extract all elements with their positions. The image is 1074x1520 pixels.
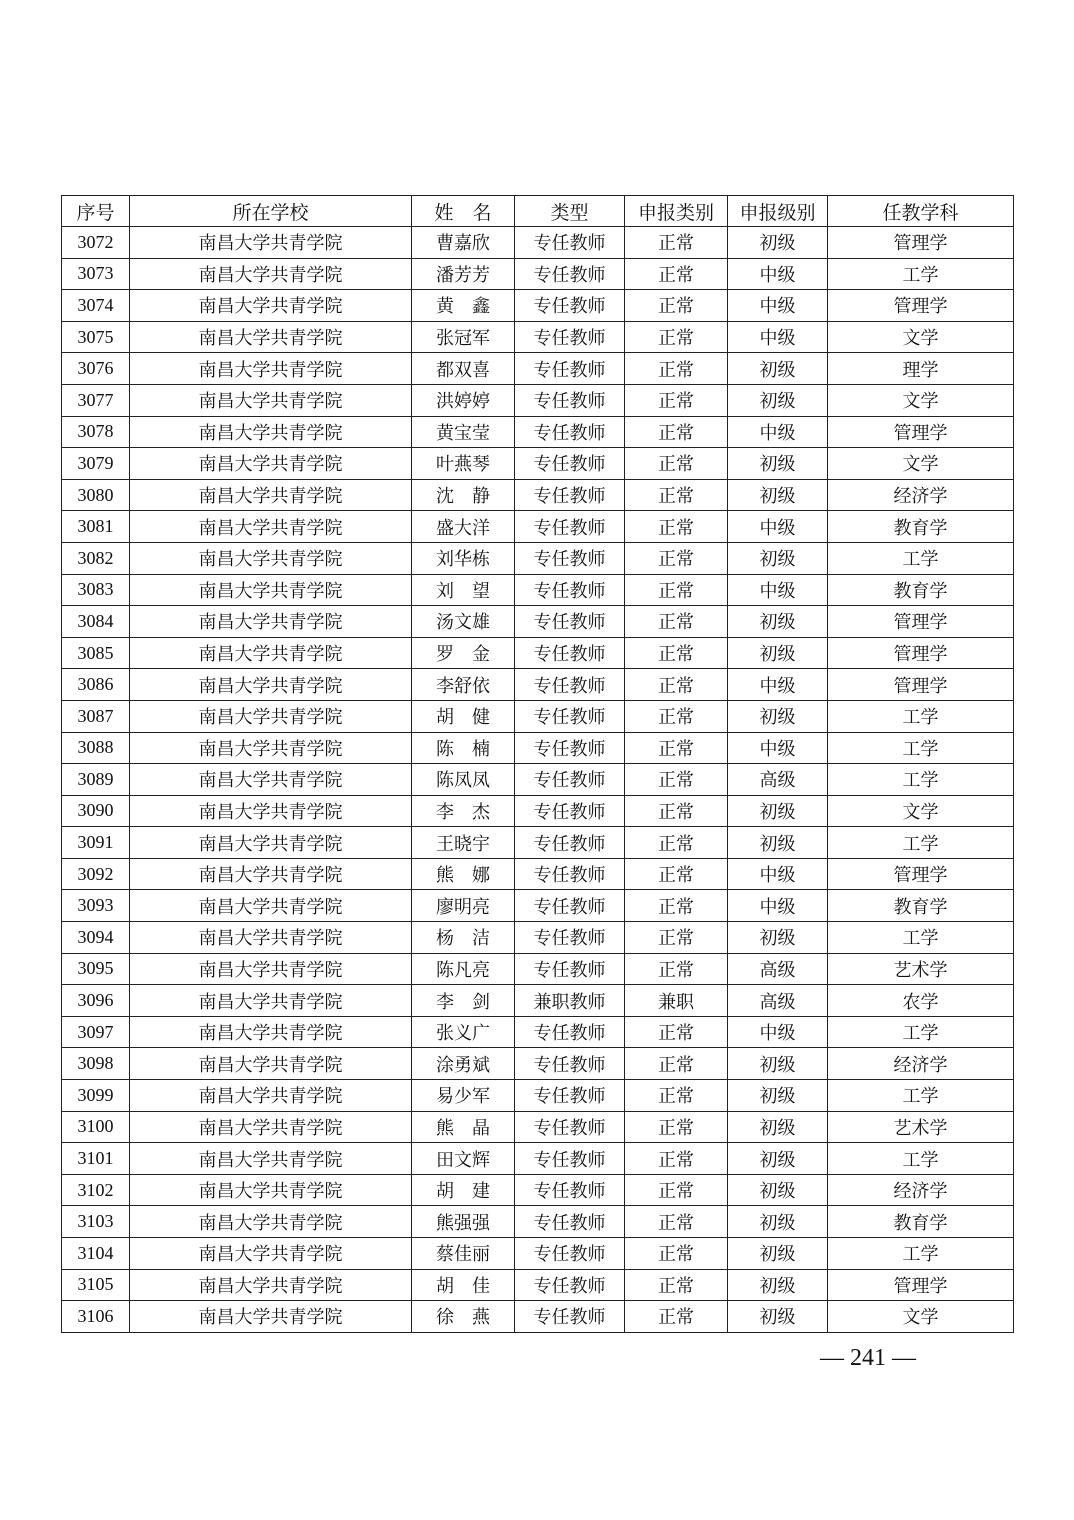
cell-name: 涂勇斌 xyxy=(412,1048,515,1080)
cell-category: 正常 xyxy=(625,1016,728,1048)
table-row xyxy=(62,1206,1014,1238)
cell-category: 正常 xyxy=(625,1301,728,1333)
cell-name: 张义广 xyxy=(412,1016,515,1048)
cell-name: 熊 娜 xyxy=(412,858,515,890)
cell-subject: 理学 xyxy=(828,353,1014,385)
table-row xyxy=(62,384,1014,416)
cell-seq: 3099 xyxy=(62,1080,130,1112)
cell-school: 南昌大学共青学院 xyxy=(130,669,412,701)
cell-level: 初级 xyxy=(728,1143,828,1175)
table-row xyxy=(62,1174,1014,1206)
cell-name: 熊强强 xyxy=(412,1206,515,1238)
cell-level: 中级 xyxy=(728,858,828,890)
cell-level: 中级 xyxy=(728,574,828,606)
cell-seq: 3082 xyxy=(62,542,130,574)
cell-category: 正常 xyxy=(625,1238,728,1270)
header-level: 申报级别 xyxy=(728,196,828,227)
cell-subject: 经济学 xyxy=(828,1174,1014,1206)
cell-level: 初级 xyxy=(728,448,828,480)
cell-category: 正常 xyxy=(625,479,728,511)
cell-school: 南昌大学共青学院 xyxy=(130,384,412,416)
cell-school: 南昌大学共青学院 xyxy=(130,606,412,638)
cell-seq: 3103 xyxy=(62,1206,130,1238)
cell-subject: 文学 xyxy=(828,321,1014,353)
cell-school: 南昌大学共青学院 xyxy=(130,1301,412,1333)
cell-type: 专任教师 xyxy=(515,1174,625,1206)
cell-seq: 3078 xyxy=(62,416,130,448)
applicant-table xyxy=(61,195,1014,1333)
cell-level: 初级 xyxy=(728,700,828,732)
header-type: 类型 xyxy=(515,196,625,227)
cell-category: 正常 xyxy=(625,258,728,290)
cell-school: 南昌大学共青学院 xyxy=(130,1048,412,1080)
cell-school: 南昌大学共青学院 xyxy=(130,858,412,890)
cell-level: 中级 xyxy=(728,511,828,543)
cell-seq: 3075 xyxy=(62,321,130,353)
cell-level: 初级 xyxy=(728,1048,828,1080)
cell-seq: 3094 xyxy=(62,922,130,954)
cell-name: 潘芳芳 xyxy=(412,258,515,290)
cell-category: 正常 xyxy=(625,637,728,669)
cell-seq: 3080 xyxy=(62,479,130,511)
cell-level: 初级 xyxy=(728,353,828,385)
cell-type: 专任教师 xyxy=(515,227,625,259)
cell-subject: 工学 xyxy=(828,827,1014,859)
cell-name: 熊 晶 xyxy=(412,1111,515,1143)
cell-seq: 3087 xyxy=(62,700,130,732)
cell-category: 正常 xyxy=(625,448,728,480)
cell-school: 南昌大学共青学院 xyxy=(130,479,412,511)
cell-type: 专任教师 xyxy=(515,384,625,416)
cell-level: 中级 xyxy=(728,290,828,322)
table-row xyxy=(62,290,1014,322)
cell-subject: 工学 xyxy=(828,1238,1014,1270)
cell-seq: 3098 xyxy=(62,1048,130,1080)
cell-type: 专任教师 xyxy=(515,1048,625,1080)
cell-subject: 工学 xyxy=(828,1016,1014,1048)
table-row xyxy=(62,1269,1014,1301)
cell-type: 专任教师 xyxy=(515,637,625,669)
cell-subject: 管理学 xyxy=(828,669,1014,701)
cell-name: 曹嘉欣 xyxy=(412,227,515,259)
table-header xyxy=(62,196,1014,227)
table-row xyxy=(62,353,1014,385)
cell-category: 正常 xyxy=(625,1080,728,1112)
cell-subject: 教育学 xyxy=(828,890,1014,922)
cell-level: 中级 xyxy=(728,416,828,448)
cell-school: 南昌大学共青学院 xyxy=(130,290,412,322)
cell-type: 专任教师 xyxy=(515,732,625,764)
cell-level: 中级 xyxy=(728,890,828,922)
cell-subject: 农学 xyxy=(828,985,1014,1017)
cell-level: 初级 xyxy=(728,1174,828,1206)
cell-category: 正常 xyxy=(625,511,728,543)
header-name: 姓 名 xyxy=(412,196,515,227)
cell-level: 初级 xyxy=(728,1269,828,1301)
cell-type: 专任教师 xyxy=(515,953,625,985)
cell-category: 正常 xyxy=(625,321,728,353)
table-row xyxy=(62,1048,1014,1080)
cell-category: 正常 xyxy=(625,764,728,796)
cell-school: 南昌大学共青学院 xyxy=(130,1269,412,1301)
cell-seq: 3088 xyxy=(62,732,130,764)
cell-category: 正常 xyxy=(625,1269,728,1301)
cell-seq: 3090 xyxy=(62,795,130,827)
cell-subject: 文学 xyxy=(828,448,1014,480)
cell-level: 初级 xyxy=(728,795,828,827)
cell-subject: 文学 xyxy=(828,795,1014,827)
table-row xyxy=(62,416,1014,448)
cell-seq: 3076 xyxy=(62,353,130,385)
cell-subject: 工学 xyxy=(828,258,1014,290)
cell-name: 李 杰 xyxy=(412,795,515,827)
cell-category: 正常 xyxy=(625,827,728,859)
cell-category: 正常 xyxy=(625,1206,728,1238)
cell-type: 专任教师 xyxy=(515,321,625,353)
cell-seq: 3100 xyxy=(62,1111,130,1143)
cell-seq: 3089 xyxy=(62,764,130,796)
cell-name: 蔡佳丽 xyxy=(412,1238,515,1270)
cell-name: 廖明亮 xyxy=(412,890,515,922)
cell-school: 南昌大学共青学院 xyxy=(130,1143,412,1175)
cell-name: 沈 静 xyxy=(412,479,515,511)
cell-subject: 文学 xyxy=(828,384,1014,416)
cell-name: 易少军 xyxy=(412,1080,515,1112)
cell-type: 专任教师 xyxy=(515,1143,625,1175)
cell-subject: 工学 xyxy=(828,732,1014,764)
cell-subject: 管理学 xyxy=(828,227,1014,259)
cell-name: 胡 健 xyxy=(412,700,515,732)
cell-subject: 管理学 xyxy=(828,1269,1014,1301)
cell-school: 南昌大学共青学院 xyxy=(130,542,412,574)
cell-seq: 3101 xyxy=(62,1143,130,1175)
cell-school: 南昌大学共青学院 xyxy=(130,764,412,796)
cell-type: 专任教师 xyxy=(515,764,625,796)
cell-name: 盛大洋 xyxy=(412,511,515,543)
cell-type: 专任教师 xyxy=(515,669,625,701)
cell-school: 南昌大学共青学院 xyxy=(130,416,412,448)
cell-seq: 3077 xyxy=(62,384,130,416)
cell-seq: 3074 xyxy=(62,290,130,322)
table-row xyxy=(62,1301,1014,1333)
cell-subject: 教育学 xyxy=(828,511,1014,543)
cell-school: 南昌大学共青学院 xyxy=(130,922,412,954)
table-row xyxy=(62,795,1014,827)
cell-school: 南昌大学共青学院 xyxy=(130,574,412,606)
cell-name: 胡 佳 xyxy=(412,1269,515,1301)
cell-school: 南昌大学共青学院 xyxy=(130,353,412,385)
cell-type: 专任教师 xyxy=(515,1080,625,1112)
cell-name: 田文辉 xyxy=(412,1143,515,1175)
cell-school: 南昌大学共青学院 xyxy=(130,227,412,259)
cell-category: 正常 xyxy=(625,542,728,574)
cell-type: 专任教师 xyxy=(515,795,625,827)
cell-level: 初级 xyxy=(728,827,828,859)
cell-seq: 3092 xyxy=(62,858,130,890)
cell-category: 正常 xyxy=(625,922,728,954)
table-row xyxy=(62,1238,1014,1270)
cell-seq: 3102 xyxy=(62,1174,130,1206)
table-row xyxy=(62,1080,1014,1112)
cell-category: 正常 xyxy=(625,574,728,606)
table-row xyxy=(62,479,1014,511)
cell-school: 南昌大学共青学院 xyxy=(130,321,412,353)
cell-name: 胡 建 xyxy=(412,1174,515,1206)
cell-level: 中级 xyxy=(728,258,828,290)
cell-category: 正常 xyxy=(625,700,728,732)
cell-subject: 工学 xyxy=(828,764,1014,796)
table-row xyxy=(62,321,1014,353)
cell-subject: 经济学 xyxy=(828,479,1014,511)
table-row xyxy=(62,858,1014,890)
cell-school: 南昌大学共青学院 xyxy=(130,258,412,290)
cell-type: 专任教师 xyxy=(515,1269,625,1301)
table-row xyxy=(62,606,1014,638)
cell-school: 南昌大学共青学院 xyxy=(130,732,412,764)
cell-subject: 教育学 xyxy=(828,1206,1014,1238)
cell-subject: 艺术学 xyxy=(828,953,1014,985)
cell-level: 初级 xyxy=(728,1301,828,1333)
cell-name: 罗 金 xyxy=(412,637,515,669)
cell-school: 南昌大学共青学院 xyxy=(130,700,412,732)
table-body xyxy=(62,227,1014,1333)
cell-school: 南昌大学共青学院 xyxy=(130,1080,412,1112)
table-row xyxy=(62,669,1014,701)
cell-seq: 3106 xyxy=(62,1301,130,1333)
cell-level: 初级 xyxy=(728,606,828,638)
cell-level: 中级 xyxy=(728,732,828,764)
cell-name: 李舒依 xyxy=(412,669,515,701)
cell-type: 专任教师 xyxy=(515,574,625,606)
table-row xyxy=(62,637,1014,669)
cell-name: 黄宝莹 xyxy=(412,416,515,448)
cell-name: 洪婷婷 xyxy=(412,384,515,416)
cell-level: 初级 xyxy=(728,227,828,259)
cell-subject: 文学 xyxy=(828,1301,1014,1333)
header-category: 申报类别 xyxy=(625,196,728,227)
cell-type: 专任教师 xyxy=(515,1016,625,1048)
page-number: — 241 — xyxy=(820,1345,916,1371)
cell-category: 正常 xyxy=(625,732,728,764)
table-row xyxy=(62,953,1014,985)
cell-type: 专任教师 xyxy=(515,511,625,543)
cell-type: 专任教师 xyxy=(515,700,625,732)
header-subject: 任教学科 xyxy=(828,196,1014,227)
table-row xyxy=(62,1111,1014,1143)
cell-subject: 管理学 xyxy=(828,858,1014,890)
cell-level: 初级 xyxy=(728,1206,828,1238)
cell-level: 初级 xyxy=(728,384,828,416)
table-row xyxy=(62,542,1014,574)
cell-category: 正常 xyxy=(625,290,728,322)
cell-level: 高级 xyxy=(728,764,828,796)
cell-type: 专任教师 xyxy=(515,606,625,638)
cell-type: 专任教师 xyxy=(515,1206,625,1238)
cell-school: 南昌大学共青学院 xyxy=(130,1206,412,1238)
cell-type: 专任教师 xyxy=(515,353,625,385)
table-row xyxy=(62,985,1014,1017)
cell-name: 汤文雄 xyxy=(412,606,515,638)
cell-level: 初级 xyxy=(728,637,828,669)
cell-seq: 3072 xyxy=(62,227,130,259)
cell-name: 陈凡亮 xyxy=(412,953,515,985)
cell-subject: 工学 xyxy=(828,922,1014,954)
cell-type: 专任教师 xyxy=(515,1238,625,1270)
table-row xyxy=(62,227,1014,259)
cell-type: 专任教师 xyxy=(515,448,625,480)
cell-seq: 3097 xyxy=(62,1016,130,1048)
cell-type: 兼职教师 xyxy=(515,985,625,1017)
cell-level: 初级 xyxy=(728,1080,828,1112)
table-row xyxy=(62,764,1014,796)
cell-subject: 工学 xyxy=(828,1143,1014,1175)
table-row xyxy=(62,827,1014,859)
cell-subject: 工学 xyxy=(828,542,1014,574)
cell-category: 正常 xyxy=(625,795,728,827)
cell-category: 正常 xyxy=(625,858,728,890)
table-row xyxy=(62,1143,1014,1175)
cell-school: 南昌大学共青学院 xyxy=(130,795,412,827)
cell-type: 专任教师 xyxy=(515,416,625,448)
cell-name: 都双喜 xyxy=(412,353,515,385)
cell-level: 中级 xyxy=(728,321,828,353)
cell-school: 南昌大学共青学院 xyxy=(130,637,412,669)
cell-category: 兼职 xyxy=(625,985,728,1017)
cell-category: 正常 xyxy=(625,890,728,922)
cell-level: 中级 xyxy=(728,669,828,701)
cell-level: 初级 xyxy=(728,922,828,954)
cell-category: 正常 xyxy=(625,416,728,448)
cell-school: 南昌大学共青学院 xyxy=(130,1111,412,1143)
table-row xyxy=(62,922,1014,954)
table-row xyxy=(62,700,1014,732)
cell-seq: 3096 xyxy=(62,985,130,1017)
cell-seq: 3095 xyxy=(62,953,130,985)
cell-subject: 管理学 xyxy=(828,637,1014,669)
cell-subject: 教育学 xyxy=(828,574,1014,606)
table-row xyxy=(62,732,1014,764)
cell-type: 专任教师 xyxy=(515,858,625,890)
cell-seq: 3104 xyxy=(62,1238,130,1270)
cell-level: 高级 xyxy=(728,985,828,1017)
cell-type: 专任教师 xyxy=(515,542,625,574)
cell-school: 南昌大学共青学院 xyxy=(130,1016,412,1048)
cell-name: 叶燕琴 xyxy=(412,448,515,480)
cell-category: 正常 xyxy=(625,953,728,985)
cell-seq: 3086 xyxy=(62,669,130,701)
cell-subject: 管理学 xyxy=(828,606,1014,638)
cell-school: 南昌大学共青学院 xyxy=(130,448,412,480)
cell-name: 陈凤凤 xyxy=(412,764,515,796)
cell-name: 陈 楠 xyxy=(412,732,515,764)
header-row xyxy=(62,196,1014,227)
cell-type: 专任教师 xyxy=(515,479,625,511)
cell-name: 杨 洁 xyxy=(412,922,515,954)
cell-school: 南昌大学共青学院 xyxy=(130,953,412,985)
cell-seq: 3091 xyxy=(62,827,130,859)
cell-seq: 3105 xyxy=(62,1269,130,1301)
cell-subject: 经济学 xyxy=(828,1048,1014,1080)
cell-type: 专任教师 xyxy=(515,827,625,859)
header-school: 所在学校 xyxy=(130,196,412,227)
table-row xyxy=(62,258,1014,290)
cell-type: 专任教师 xyxy=(515,1301,625,1333)
cell-school: 南昌大学共青学院 xyxy=(130,511,412,543)
cell-school: 南昌大学共青学院 xyxy=(130,1174,412,1206)
cell-name: 李 剑 xyxy=(412,985,515,1017)
table-row xyxy=(62,890,1014,922)
cell-school: 南昌大学共青学院 xyxy=(130,827,412,859)
cell-name: 刘 望 xyxy=(412,574,515,606)
cell-subject: 工学 xyxy=(828,1080,1014,1112)
cell-type: 专任教师 xyxy=(515,922,625,954)
cell-subject: 管理学 xyxy=(828,290,1014,322)
cell-type: 专任教师 xyxy=(515,890,625,922)
cell-subject: 工学 xyxy=(828,700,1014,732)
cell-type: 专任教师 xyxy=(515,1111,625,1143)
cell-subject: 管理学 xyxy=(828,416,1014,448)
cell-category: 正常 xyxy=(625,1048,728,1080)
cell-level: 初级 xyxy=(728,479,828,511)
table-row xyxy=(62,1016,1014,1048)
cell-category: 正常 xyxy=(625,353,728,385)
cell-category: 正常 xyxy=(625,227,728,259)
cell-category: 正常 xyxy=(625,606,728,638)
cell-seq: 3073 xyxy=(62,258,130,290)
cell-seq: 3079 xyxy=(62,448,130,480)
cell-category: 正常 xyxy=(625,1111,728,1143)
cell-name: 黄 鑫 xyxy=(412,290,515,322)
cell-level: 中级 xyxy=(728,1016,828,1048)
cell-category: 正常 xyxy=(625,669,728,701)
cell-level: 高级 xyxy=(728,953,828,985)
cell-level: 初级 xyxy=(728,1111,828,1143)
cell-seq: 3085 xyxy=(62,637,130,669)
cell-category: 正常 xyxy=(625,1143,728,1175)
table-row xyxy=(62,511,1014,543)
cell-level: 初级 xyxy=(728,1238,828,1270)
cell-level: 初级 xyxy=(728,542,828,574)
cell-type: 专任教师 xyxy=(515,258,625,290)
table-row xyxy=(62,574,1014,606)
cell-name: 徐 燕 xyxy=(412,1301,515,1333)
header-seq: 序号 xyxy=(62,196,130,227)
cell-name: 刘华栋 xyxy=(412,542,515,574)
cell-category: 正常 xyxy=(625,1174,728,1206)
cell-subject: 艺术学 xyxy=(828,1111,1014,1143)
cell-type: 专任教师 xyxy=(515,290,625,322)
cell-school: 南昌大学共青学院 xyxy=(130,890,412,922)
cell-school: 南昌大学共青学院 xyxy=(130,985,412,1017)
cell-seq: 3081 xyxy=(62,511,130,543)
cell-seq: 3093 xyxy=(62,890,130,922)
cell-seq: 3083 xyxy=(62,574,130,606)
table-row xyxy=(62,448,1014,480)
cell-name: 王晓宇 xyxy=(412,827,515,859)
cell-school: 南昌大学共青学院 xyxy=(130,1238,412,1270)
cell-name: 张冠军 xyxy=(412,321,515,353)
cell-category: 正常 xyxy=(625,384,728,416)
cell-seq: 3084 xyxy=(62,606,130,638)
